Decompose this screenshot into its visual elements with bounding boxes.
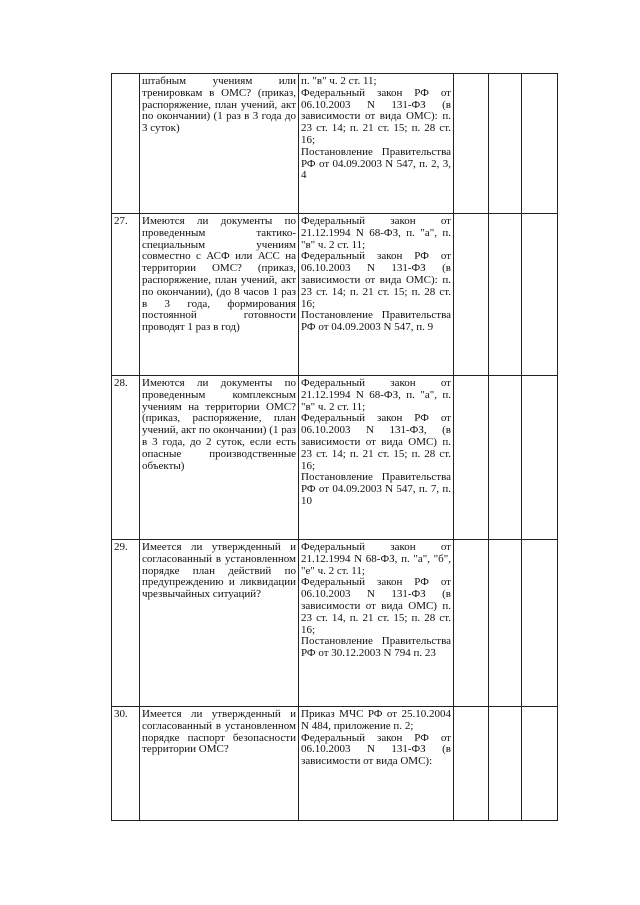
table-row — [112, 540, 558, 707]
legal-reference: Федеральный закон от 21.12.1994 N 68-ФЗ, п. "а", п. "в" ч. 2 ст. 11; — [301, 377, 451, 413]
answer-cell-yes[interactable] — [454, 74, 489, 214]
note-cell[interactable] — [522, 74, 558, 214]
legal-reference: Федеральный закон РФ от 06.10.2003 N 131-ФЗ (в зависимости от вида ОМС): — [301, 731, 451, 768]
legal-basis-cell — [299, 74, 454, 214]
legal-reference: Федеральный закон РФ от 06.10.2003 N 131-ФЗ, (в зависимости от вида ОМС) п. 23 ст. 14; п. 21 ст. 15; п. 28 ст. 16; — [301, 412, 451, 472]
answer-cell-no[interactable] — [489, 540, 522, 707]
table-row — [112, 707, 558, 821]
question-text: Имеются ли документы по проведенным комплексным учениям на территории ОМС? (приказ, распоряжение, план учений, акт по окончании) (1 раз в 3 года, до 2 суток, если есть опасные производственные объекты) — [142, 377, 296, 472]
question-cell — [140, 707, 299, 821]
legal-basis-cell — [299, 376, 454, 540]
note-cell[interactable] — [522, 540, 558, 707]
table-row — [112, 74, 558, 214]
legal-basis-cell — [299, 707, 454, 821]
legal-basis-cell — [299, 540, 454, 707]
question-cell — [140, 74, 299, 214]
answer-cell-yes[interactable] — [454, 214, 489, 376]
legal-reference: Постановление Правительства РФ от 04.09.2003 N 547, п. 7, п. 10 — [301, 471, 451, 507]
answer-cell-no[interactable] — [489, 74, 522, 214]
row-number: 27. — [112, 214, 140, 376]
table-row — [112, 214, 558, 376]
row-number — [112, 74, 140, 214]
note-cell[interactable] — [522, 214, 558, 376]
legal-reference: Федеральный закон РФ от 06.10.2003 N 131-ФЗ (в зависимости от вида ОМС): п. 23 ст. 14; п. 21 ст. 15; п. 28 ст. 16; — [301, 250, 451, 310]
answer-cell-no[interactable] — [489, 376, 522, 540]
question-text: Имеется ли утвержденный и согласованный в установленном порядке план действий по предупреждению и ликвидации чрезвычайных ситуаций? — [142, 541, 296, 601]
table-row — [112, 376, 558, 540]
answer-cell-yes[interactable] — [454, 540, 489, 707]
question-cell — [140, 540, 299, 707]
answer-cell-no[interactable] — [489, 707, 522, 821]
answer-cell-yes[interactable] — [454, 707, 489, 821]
row-number: 28. — [112, 376, 140, 540]
legal-reference: Федеральный закон от 21.12.1994 N 68-ФЗ, п. "а", п. "в" ч. 2 ст. 11; — [301, 215, 451, 251]
row-number: 29. — [112, 540, 140, 707]
question-text: Имеется ли утвержденный и согласованный в установленном порядке паспорт безопасности территории ОМС? — [142, 708, 296, 756]
question-cell — [140, 376, 299, 540]
question-text: Имеются ли документы по проведенным тактико-специальным учениям совместно с АСФ или АСС на территории ОМС? (приказ, распоряжение, план учений, акт по окончании), (до 8 часов 1 раз в 3 года, формирования постоянной готовности проводят 1 раз в год) — [142, 215, 296, 334]
legal-reference: Постановление Правительства РФ от 30.12.2003 N 794 п. 23 — [301, 635, 451, 660]
row-number: 30. — [112, 707, 140, 821]
answer-cell-yes[interactable] — [454, 376, 489, 540]
legal-reference: Федеральный закон РФ от 06.10.2003 N 131-ФЗ (в зависимости от вида ОМС): п. 23 ст. 14; п. 21 ст. 15; п. 28 ст. 16; — [301, 86, 451, 146]
legal-reference: Постановление Правительства РФ от 04.09.2003 N 547, п. 2, 3, 4 — [301, 145, 451, 182]
note-cell[interactable] — [522, 707, 558, 821]
legal-reference: п. "в" ч. 2 ст. 11; — [301, 75, 377, 87]
checklist-table — [111, 73, 558, 821]
answer-cell-no[interactable] — [489, 214, 522, 376]
note-cell[interactable] — [522, 376, 558, 540]
legal-reference: Приказ МЧС РФ от 25.10.2004 N 484, приложение п. 2; — [301, 708, 451, 732]
legal-reference: Федеральный закон от 21.12.1994 N 68-ФЗ, п. "а", "б", "е" ч. 2 ст. 11; — [301, 541, 451, 577]
question-cell — [140, 214, 299, 376]
legal-basis-cell — [299, 214, 454, 376]
question-text: штабным учениям или тренировкам в ОМС? (приказ, распоряжение, план учений, акт по окончании) (1 раз в 3 года до 3 суток) — [142, 75, 296, 135]
legal-reference: Постановление Правительства РФ от 04.09.2003 N 547, п. 9 — [301, 309, 451, 334]
legal-reference: Федеральный закон РФ от 06.10.2003 N 131-ФЗ (в зависимости от вида ОМС) п. 23 ст. 14, п. 21 ст. 15; п. 28 ст. 16; — [301, 576, 451, 636]
